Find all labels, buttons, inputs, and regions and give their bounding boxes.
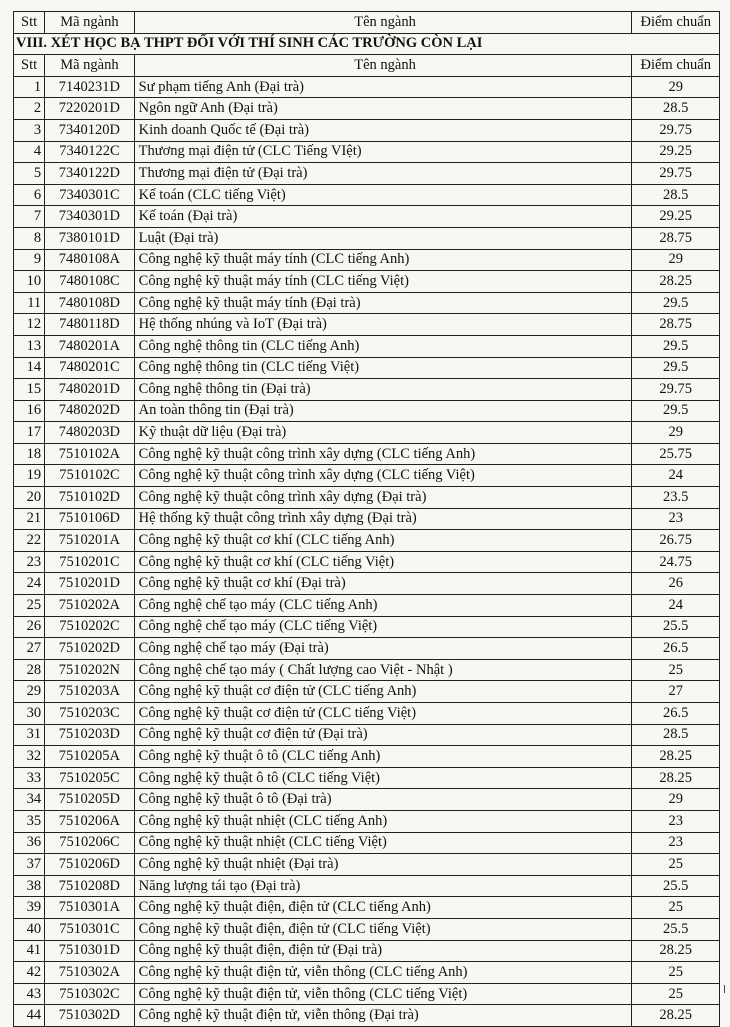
row-name: Thương mại điện tử (CLC Tiếng VIệt): [134, 141, 632, 163]
row-name: Kế toán (CLC tiếng Việt): [134, 184, 632, 206]
header-code: Mã ngành: [45, 55, 135, 77]
row-name: Công nghệ kỹ thuật cơ khí (CLC tiếng Anh): [134, 530, 632, 552]
row-code: 7510106D: [45, 508, 135, 530]
table-row: [14, 141, 720, 163]
row-score: 29.5: [632, 335, 720, 357]
row-stt: 7: [14, 206, 45, 228]
row-stt: 16: [14, 400, 45, 422]
table-row: [14, 184, 720, 206]
row-score: 28.75: [632, 314, 720, 336]
row-stt: 40: [14, 918, 45, 940]
row-score: 24.75: [632, 551, 720, 573]
row-name: Công nghệ kỹ thuật cơ điện tử (Đại trà): [134, 724, 632, 746]
row-score: 26.5: [632, 638, 720, 660]
row-score: 28.75: [632, 227, 720, 249]
row-score: 25.75: [632, 443, 720, 465]
row-stt: 9: [14, 249, 45, 271]
row-score: 26: [632, 573, 720, 595]
row-stt: 4: [14, 141, 45, 163]
row-code: 7510302C: [45, 983, 135, 1005]
row-code: 7510201A: [45, 530, 135, 552]
row-name: Luật (Đại trà): [134, 227, 632, 249]
row-stt: 21: [14, 508, 45, 530]
table-row: [14, 875, 720, 897]
row-code: 7510201C: [45, 551, 135, 573]
row-score: 24: [632, 465, 720, 487]
row-stt: 22: [14, 530, 45, 552]
header-stt: Stt: [14, 55, 45, 77]
row-code: 7480201A: [45, 335, 135, 357]
row-code: 7220201D: [45, 98, 135, 120]
row-score: 26.75: [632, 530, 720, 552]
row-stt: 24: [14, 573, 45, 595]
row-name: Kế toán (Đại trà): [134, 206, 632, 228]
row-code: 7510102D: [45, 487, 135, 509]
table-row: [14, 1005, 720, 1027]
row-name: Năng lượng tái tạo (Đại trà): [134, 875, 632, 897]
row-name: Công nghệ kỹ thuật nhiệt (CLC tiếng Anh): [134, 810, 632, 832]
row-name: Công nghệ kỹ thuật điện tử, viễn thông (CLC tiếng Việt): [134, 983, 632, 1005]
table-row: [14, 832, 720, 854]
row-code: 7510301A: [45, 897, 135, 919]
row-score: 29.75: [632, 379, 720, 401]
row-stt: 31: [14, 724, 45, 746]
row-code: 7510202A: [45, 595, 135, 617]
row-name: Công nghệ kỹ thuật cơ điện tử (CLC tiếng Anh): [134, 681, 632, 703]
row-code: 7510102A: [45, 443, 135, 465]
table-row: [14, 98, 720, 120]
header-name: Tên ngành: [134, 55, 632, 77]
row-code: 7510102C: [45, 465, 135, 487]
table-row: [14, 659, 720, 681]
row-stt: 43: [14, 983, 45, 1005]
row-stt: 20: [14, 487, 45, 509]
row-name: Kỹ thuật dữ liệu (Đại trà): [134, 422, 632, 444]
row-code: 7510208D: [45, 875, 135, 897]
row-score: 28.5: [632, 724, 720, 746]
row-name: Công nghệ chế tạo máy (CLC tiếng Anh): [134, 595, 632, 617]
row-score: 23: [632, 810, 720, 832]
row-name: An toàn thông tin (Đại trà): [134, 400, 632, 422]
row-name: Ngôn ngữ Anh (Đại trà): [134, 98, 632, 120]
table-row: [14, 206, 720, 228]
table-row: [14, 443, 720, 465]
table-row: [14, 487, 720, 509]
row-code: 7510301D: [45, 940, 135, 962]
row-name: Công nghệ kỹ thuật máy tính (CLC tiếng Việt): [134, 271, 632, 293]
table-row: [14, 163, 720, 185]
row-stt: 10: [14, 271, 45, 293]
row-name: Công nghệ kỹ thuật cơ khí (Đại trà): [134, 573, 632, 595]
row-name: Công nghệ kỹ thuật ô tô (CLC tiếng Việt): [134, 767, 632, 789]
table-row: [14, 746, 720, 768]
row-name: Công nghệ kỹ thuật ô tô (CLC tiếng Anh): [134, 746, 632, 768]
header-score: Điểm chuẩn: [632, 12, 720, 34]
table-row: [14, 314, 720, 336]
header-score: Điểm chuẩn: [632, 55, 720, 77]
table-row: [14, 271, 720, 293]
row-score: 23: [632, 508, 720, 530]
row-name: Công nghệ thông tin (Đại trà): [134, 379, 632, 401]
row-code: 7510201D: [45, 573, 135, 595]
table-row: [14, 465, 720, 487]
row-code: 7380101D: [45, 227, 135, 249]
row-stt: 19: [14, 465, 45, 487]
row-name: Công nghệ chế tạo máy (Đại trà): [134, 638, 632, 660]
table-row: [14, 573, 720, 595]
row-code: 7510206D: [45, 854, 135, 876]
row-score: 29.5: [632, 292, 720, 314]
row-stt: 26: [14, 616, 45, 638]
row-stt: 39: [14, 897, 45, 919]
row-score: 29: [632, 789, 720, 811]
row-name: Công nghệ thông tin (CLC tiếng Anh): [134, 335, 632, 357]
row-stt: 25: [14, 595, 45, 617]
row-name: Công nghệ kỹ thuật điện tử, viễn thông (CLC tiếng Anh): [134, 962, 632, 984]
row-stt: 27: [14, 638, 45, 660]
row-code: 7510202C: [45, 616, 135, 638]
row-name: Kinh doanh Quốc tế (Đại trà): [134, 119, 632, 141]
row-code: 7510301C: [45, 918, 135, 940]
row-stt: 38: [14, 875, 45, 897]
row-score: 25.5: [632, 918, 720, 940]
row-code: 7510203D: [45, 724, 135, 746]
row-stt: 5: [14, 163, 45, 185]
row-score: 29.75: [632, 119, 720, 141]
row-score: 25.5: [632, 875, 720, 897]
table-row: [14, 940, 720, 962]
row-code: 7510206A: [45, 810, 135, 832]
table-row: [14, 918, 720, 940]
row-code: 7510202D: [45, 638, 135, 660]
row-code: 7510302D: [45, 1005, 135, 1027]
row-name: Sư phạm tiếng Anh (Đại trà): [134, 76, 632, 98]
row-stt: 34: [14, 789, 45, 811]
header-row: [14, 55, 720, 77]
row-score: 29: [632, 76, 720, 98]
row-code: 7510203A: [45, 681, 135, 703]
row-score: 28.25: [632, 940, 720, 962]
table-row: [14, 962, 720, 984]
table-row: [14, 681, 720, 703]
row-name: Công nghệ thông tin (CLC tiếng Việt): [134, 357, 632, 379]
row-code: 7480201D: [45, 379, 135, 401]
row-stt: 3: [14, 119, 45, 141]
row-score: 28.5: [632, 184, 720, 206]
table-row: [14, 249, 720, 271]
row-name: Công nghệ kỹ thuật máy tính (Đại trà): [134, 292, 632, 314]
row-code: 7340301D: [45, 206, 135, 228]
row-name: Công nghệ kỹ thuật cơ điện tử (CLC tiếng Việt): [134, 703, 632, 725]
row-stt: 13: [14, 335, 45, 357]
row-score: 25.5: [632, 616, 720, 638]
row-score: 29: [632, 422, 720, 444]
row-name: Hệ thống nhúng và IoT (Đại trà): [134, 314, 632, 336]
table-row: [14, 379, 720, 401]
row-stt: 44: [14, 1005, 45, 1027]
row-stt: 35: [14, 810, 45, 832]
row-score: 28.25: [632, 746, 720, 768]
row-name: Công nghệ chế tạo máy (CLC tiếng Việt): [134, 616, 632, 638]
row-score: 25: [632, 854, 720, 876]
row-stt: 12: [14, 314, 45, 336]
row-name: Công nghệ kỹ thuật điện, điện tử (Đại trà): [134, 940, 632, 962]
row-code: 7510302A: [45, 962, 135, 984]
row-code: 7510205C: [45, 767, 135, 789]
table-row: [14, 703, 720, 725]
table-row: [14, 400, 720, 422]
row-score: 27: [632, 681, 720, 703]
row-code: 7510205D: [45, 789, 135, 811]
row-code: 7480201C: [45, 357, 135, 379]
row-code: 7480108D: [45, 292, 135, 314]
table-row: [14, 551, 720, 573]
row-stt: 11: [14, 292, 45, 314]
table-row: [14, 983, 720, 1005]
row-code: 7480118D: [45, 314, 135, 336]
table-row: [14, 357, 720, 379]
row-name: Công nghệ kỹ thuật công trình xây dựng (CLC tiếng Việt): [134, 465, 632, 487]
row-score: 25: [632, 962, 720, 984]
page-edge-mark: [724, 985, 730, 993]
header-name: Tên ngành: [134, 12, 632, 34]
table-row: [14, 897, 720, 919]
table-row: [14, 508, 720, 530]
row-stt: 23: [14, 551, 45, 573]
row-score: 25: [632, 897, 720, 919]
row-score: 28.25: [632, 271, 720, 293]
row-score: 28.5: [632, 98, 720, 120]
row-stt: 28: [14, 659, 45, 681]
table-row: [14, 616, 720, 638]
row-code: 7480108C: [45, 271, 135, 293]
row-score: 23: [632, 832, 720, 854]
row-code: 7510203C: [45, 703, 135, 725]
row-score: 29.25: [632, 141, 720, 163]
row-name: Công nghệ kỹ thuật điện tử, viễn thông (Đại trà): [134, 1005, 632, 1027]
row-stt: 6: [14, 184, 45, 206]
table-row: [14, 767, 720, 789]
table-row: [14, 595, 720, 617]
row-stt: 32: [14, 746, 45, 768]
row-score: 29.5: [632, 400, 720, 422]
row-stt: 37: [14, 854, 45, 876]
row-score: 25: [632, 983, 720, 1005]
row-code: 7340120D: [45, 119, 135, 141]
table-row: [14, 76, 720, 98]
row-name: Công nghệ kỹ thuật ô tô (Đại trà): [134, 789, 632, 811]
row-stt: 36: [14, 832, 45, 854]
table-row: [14, 530, 720, 552]
row-stt: 29: [14, 681, 45, 703]
row-code: 7340122C: [45, 141, 135, 163]
row-name: Công nghệ chế tạo máy ( Chất lượng cao Việt - Nhật ): [134, 659, 632, 681]
table-row: [14, 119, 720, 141]
row-score: 26.5: [632, 703, 720, 725]
row-name: Công nghệ kỹ thuật nhiệt (Đại trà): [134, 854, 632, 876]
row-name: Công nghệ kỹ thuật điện, điện tử (CLC tiếng Anh): [134, 897, 632, 919]
row-stt: 17: [14, 422, 45, 444]
row-code: 7340122D: [45, 163, 135, 185]
row-score: 25: [632, 659, 720, 681]
header-code: Mã ngành: [45, 12, 135, 34]
section-row: [14, 33, 720, 55]
row-code: 7480202D: [45, 400, 135, 422]
row-score: 24: [632, 595, 720, 617]
row-stt: 14: [14, 357, 45, 379]
row-stt: 15: [14, 379, 45, 401]
row-stt: 42: [14, 962, 45, 984]
row-name: Công nghệ kỹ thuật công trình xây dựng (Đại trà): [134, 487, 632, 509]
row-code: 7340301C: [45, 184, 135, 206]
row-score: 28.25: [632, 1005, 720, 1027]
header-stt: Stt: [14, 12, 45, 34]
table-row: [14, 422, 720, 444]
row-code: 7510205A: [45, 746, 135, 768]
section-title: VIII. XÉT HỌC BẠ THPT ĐỐI VỚI THÍ SINH CÁC TRƯỜNG CÒN LẠI: [14, 33, 720, 55]
row-name: Công nghệ kỹ thuật nhiệt (CLC tiếng Việt): [134, 832, 632, 854]
row-code: 7510206C: [45, 832, 135, 854]
row-code: 7140231D: [45, 76, 135, 98]
row-stt: 18: [14, 443, 45, 465]
score-table: [13, 11, 720, 1027]
table-row: [14, 854, 720, 876]
row-code: 7480108A: [45, 249, 135, 271]
table-row: [14, 638, 720, 660]
table-row: [14, 724, 720, 746]
row-score: 29.75: [632, 163, 720, 185]
row-stt: 41: [14, 940, 45, 962]
row-code: 7480203D: [45, 422, 135, 444]
row-code: 7510202N: [45, 659, 135, 681]
row-name: Công nghệ kỹ thuật cơ khí (CLC tiếng Việt): [134, 551, 632, 573]
row-name: Công nghệ kỹ thuật điện, điện tử (CLC tiếng Việt): [134, 918, 632, 940]
row-score: 28.25: [632, 767, 720, 789]
row-name: Hệ thống kỹ thuật công trình xây dựng (Đại trà): [134, 508, 632, 530]
row-stt: 8: [14, 227, 45, 249]
row-stt: 2: [14, 98, 45, 120]
row-name: Công nghệ kỹ thuật máy tính (CLC tiếng Anh): [134, 249, 632, 271]
row-score: 29.25: [632, 206, 720, 228]
row-stt: 1: [14, 76, 45, 98]
row-score: 23.5: [632, 487, 720, 509]
table-row: [14, 292, 720, 314]
row-name: Công nghệ kỹ thuật công trình xây dựng (CLC tiếng Anh): [134, 443, 632, 465]
row-stt: 30: [14, 703, 45, 725]
row-name: Thương mại điện tử (Đại trà): [134, 163, 632, 185]
table-row: [14, 789, 720, 811]
score-table-sheet: [13, 11, 720, 1027]
row-stt: 33: [14, 767, 45, 789]
top-header-row: [14, 12, 720, 34]
table-row: [14, 810, 720, 832]
table-row: [14, 227, 720, 249]
row-score: 29.5: [632, 357, 720, 379]
row-score: 29: [632, 249, 720, 271]
table-row: [14, 335, 720, 357]
